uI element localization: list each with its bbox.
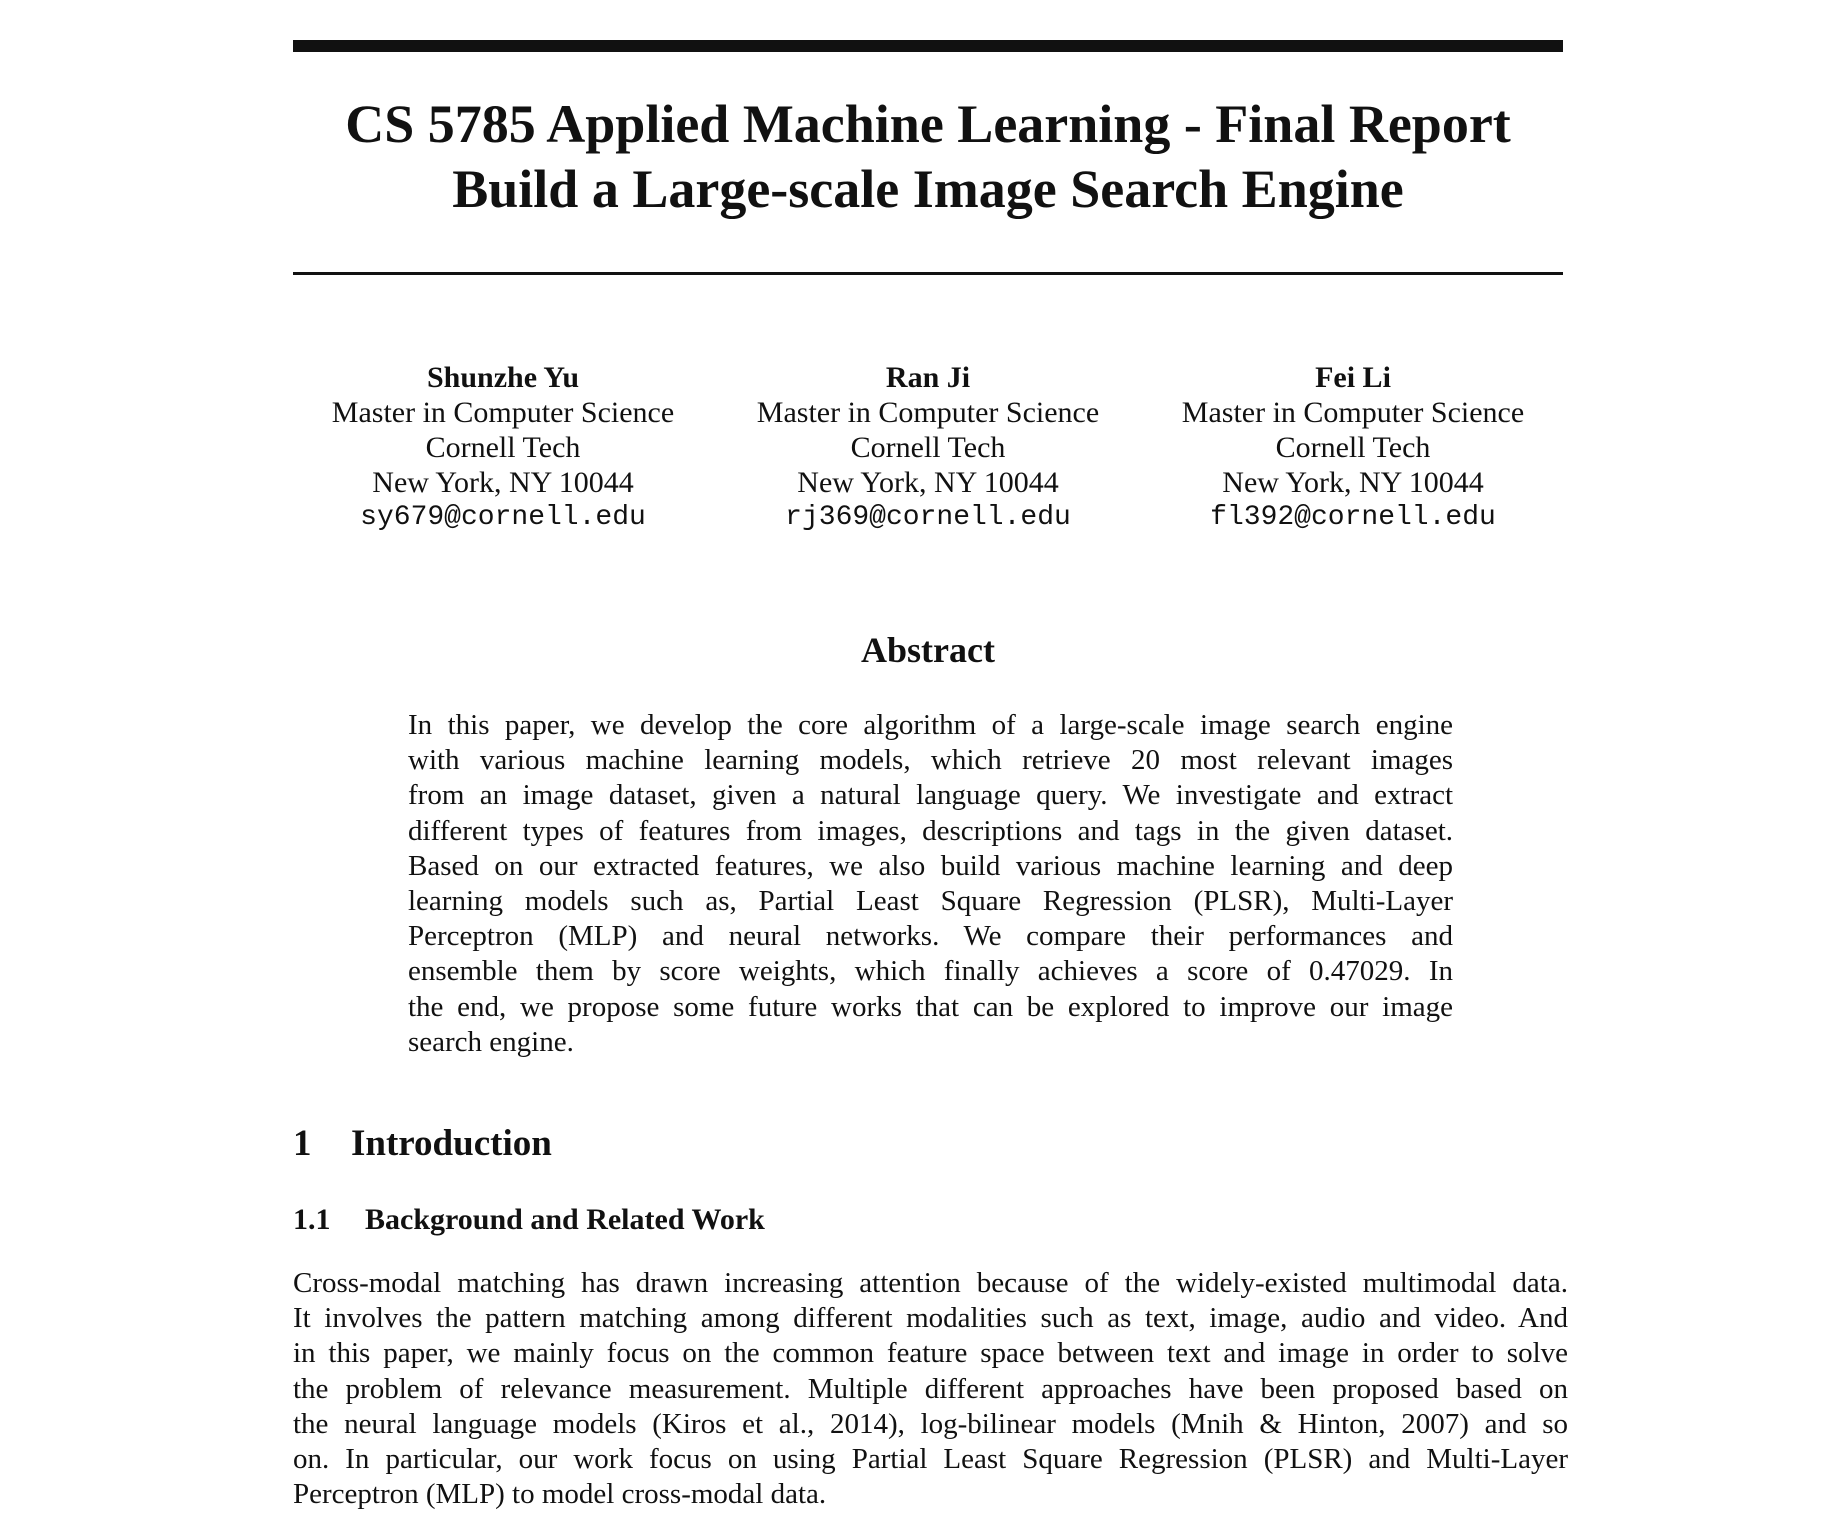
author-address: New York, NY 10044 — [1222, 466, 1484, 499]
abstract-line: In this paper, we develop the core algorithm of a large-scale image search engine — [408, 709, 1453, 741]
author-name: Shunzhe Yu — [426, 361, 580, 394]
intro-paragraph — [293, 1266, 1568, 1512]
intro-line: It involves the pattern matching among different modalities such as text, image, audio and video. And — [293, 1302, 1568, 1335]
abstract-line: the end, we propose some future works that can be explored to improve our image — [408, 990, 1453, 1023]
author-1 — [293, 360, 713, 535]
abstract-line: ensemble them by score weights, which finally achieves a score of 0.47029. In — [408, 955, 1453, 988]
author-name: Ran Ji — [885, 361, 971, 394]
author-email: sy679@cornell.edu — [360, 502, 646, 533]
subsection-number: 1.1 — [293, 1203, 331, 1236]
abstract-line: different types of features from images, descriptions and tags in the given dataset. — [408, 814, 1453, 847]
title-bottom-rule — [293, 272, 1563, 275]
section-title: Introduction — [351, 1123, 552, 1164]
author-degree: Master in Computer Science — [756, 396, 1100, 429]
author-3 — [1143, 360, 1563, 535]
intro-line: the neural language models (Kiros et al., 2014), log-bilinear models (Mnih & Hinton, 2007) and so — [293, 1407, 1568, 1440]
intro-line: on. In particular, our work focus on using Partial Least Square Regression (PLSR) and Multi-Layer — [293, 1443, 1568, 1476]
author-block — [293, 360, 1563, 550]
author-school: Cornell Tech — [1275, 431, 1431, 464]
title-top-rule — [293, 40, 1563, 52]
author-2 — [718, 360, 1138, 535]
section-number: 1 — [293, 1123, 312, 1164]
subsection-title: Background and Related Work — [365, 1203, 765, 1236]
abstract-line: Perceptron (MLP) and neural networks. We compare their performances and — [408, 920, 1453, 953]
intro-line: the problem of relevance measurement. Multiple different approaches have been proposed based on — [293, 1372, 1568, 1405]
author-degree: Master in Computer Science — [1181, 396, 1525, 429]
author-school: Cornell Tech — [850, 431, 1006, 464]
intro-line: Perceptron (MLP) to model cross-modal data. — [293, 1478, 827, 1511]
abstract-line: search engine. — [408, 1025, 574, 1058]
abstract-paragraph — [408, 708, 1453, 1060]
intro-line: Cross-modal matching has drawn increasing attention because of the widely-existed multimodal data. — [293, 1267, 1568, 1299]
title-line-2: Build a Large-scale Image Search Engine — [452, 159, 1404, 219]
author-email: rj369@cornell.edu — [785, 502, 1071, 533]
author-school: Cornell Tech — [425, 431, 581, 464]
abstract-line: with various machine learning models, which retrieve 20 most relevant images — [408, 744, 1453, 777]
subsection-heading-background — [293, 1202, 765, 1238]
author-name: Fei Li — [1315, 361, 1391, 394]
author-address: New York, NY 10044 — [372, 466, 634, 499]
section-heading-introduction — [293, 1122, 552, 1166]
author-degree: Master in Computer Science — [331, 396, 675, 429]
abstract-line: Based on our extracted features, we also build various machine learning and deep — [408, 849, 1453, 882]
author-address: New York, NY 10044 — [797, 466, 1059, 499]
abstract-line: learning models such as, Partial Least Square Regression (PLSR), Multi-Layer — [408, 885, 1453, 918]
abstract-heading: Abstract — [861, 630, 995, 670]
paper-title — [293, 92, 1563, 222]
title-line-1: CS 5785 Applied Machine Learning - Final Report — [345, 94, 1511, 154]
intro-line: in this paper, we mainly focus on the common feature space between text and image in order to solve — [293, 1337, 1568, 1370]
author-email: fl392@cornell.edu — [1210, 502, 1496, 533]
abstract-line: from an image dataset, given a natural language query. We investigate and extract — [408, 779, 1453, 812]
